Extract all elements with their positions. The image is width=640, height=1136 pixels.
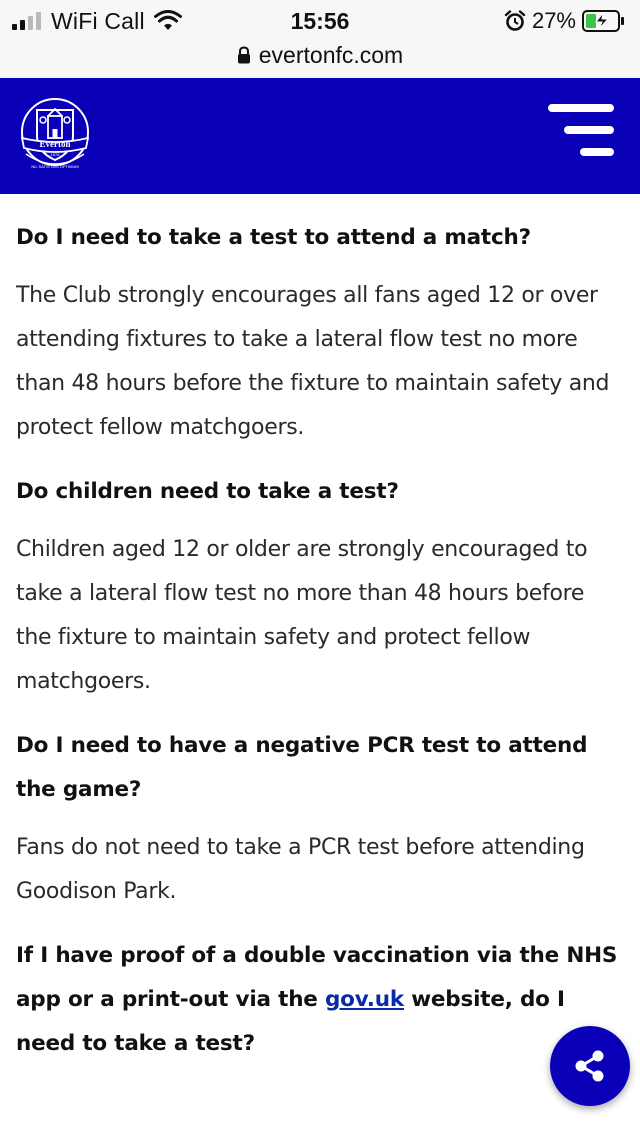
faq-answer: The Club strongly encourages all fans aged 12 or over attending fixtures to take a lateral flow test no more than 48 hours before the fixture to maintain safety and protect fellow matchgoers.: [16, 283, 610, 440]
svg-text:1878: 1878: [50, 152, 60, 157]
status-bar: [0, 0, 640, 78]
everton-crest-logo[interactable]: [18, 96, 92, 176]
share-button[interactable]: [550, 1026, 630, 1106]
gov-uk-link[interactable]: gov.uk: [324, 987, 404, 1012]
url-text: evertonfc.com: [258, 41, 404, 68]
faq-question: Do I need to have a negative PCR test to attend the game?: [16, 733, 588, 802]
address-bar[interactable]: [0, 40, 640, 70]
alarm-icon: [504, 10, 526, 32]
site-header: [0, 78, 640, 194]
lock-icon: [237, 46, 251, 64]
menu-line-icon: [580, 148, 614, 156]
faq-question: [16, 934, 622, 1066]
faq-question: Do I need to take a test to attend a match?: [16, 225, 531, 250]
battery-charging-icon: [582, 10, 626, 32]
svg-text:Everton: Everton: [39, 139, 71, 149]
faq-question-text: website, do I need to take a test?: [16, 987, 565, 1056]
status-right: [504, 6, 626, 36]
faq-answer: Fans do not need to take a PCR test before attending Goodison Park.: [16, 835, 585, 904]
faq-question-text: If I have proof of a double vaccination via the NHS app or a print-out via the: [16, 943, 618, 1012]
faq-answer: Children aged 12 or older are strongly encouraged to take a lateral flow test no more than 48 hours before the fixture to maintain safety and protect fellow matchgoers.: [16, 537, 588, 694]
clock: 15:56: [290, 8, 350, 34]
faq-question: Do children need to take a test?: [16, 479, 399, 504]
battery-percentage: 27%: [531, 8, 576, 33]
hamburger-menu-button[interactable]: [548, 104, 614, 156]
faq-content: [16, 196, 622, 1080]
menu-line-icon: [564, 126, 614, 134]
carrier-label: WiFi Call: [51, 7, 145, 34]
svg-text:NIL SATIS NISI OPTIMUM: NIL SATIS NISI OPTIMUM: [31, 164, 79, 169]
menu-line-icon: [548, 104, 614, 112]
share-icon: [570, 1046, 610, 1086]
